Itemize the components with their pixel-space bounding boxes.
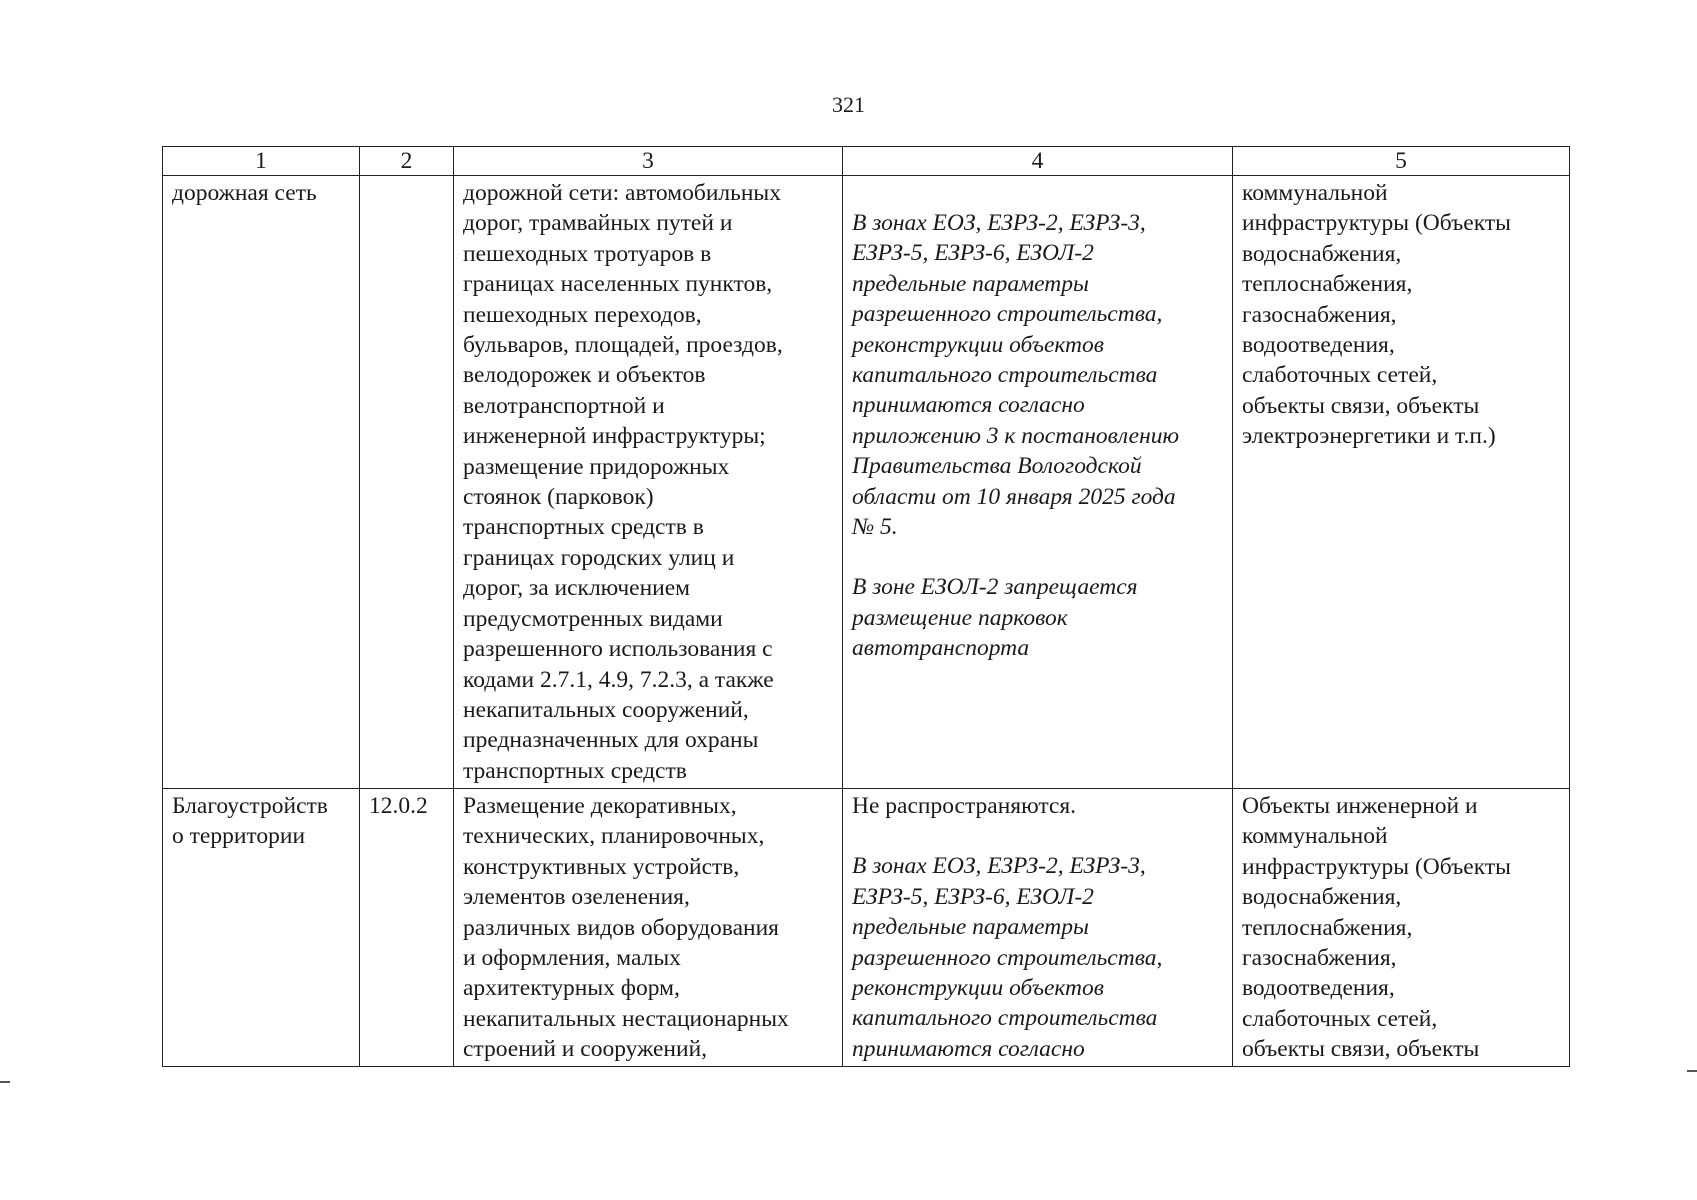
cell-use-name	[163, 176, 360, 789]
cell-use-code	[360, 789, 454, 1067]
parameters-spacer	[852, 542, 1223, 572]
cell-parameters	[843, 176, 1233, 789]
use-name-text: Благоустройств о территории	[172, 793, 328, 850]
cell-parameters	[843, 789, 1233, 1067]
use-description-text: Размещение декоративных, технических, планировочных, конструктивных устройств, элементов озеленения, различных видов оборудования и оформления, малых архитектурных форм, некапитальных нестационарных строений и сооружений,	[463, 793, 789, 1063]
column-header-5: 5	[1233, 147, 1570, 176]
auxiliary-uses-text: коммунальной инфраструктуры (Объекты водоснабжения, теплоснабжения, газоснабжения, водоотведения, слаботочных сетей, объекты связи, объекты электроэнергетики и т.п.)	[1242, 180, 1511, 450]
column-header-2: 2	[360, 147, 454, 176]
auxiliary-uses-text: Объекты инженерной и коммунальной инфраструктуры (Объекты водоснабжения, теплоснабжения, газоснабжения, водоотведения, слаботочных сетей, объекты связи, объекты	[1242, 793, 1511, 1063]
scan-edge-mark-left	[0, 1081, 10, 1083]
use-description-text: дорожной сети: автомобильных дорог, трамвайных путей и пешеходных тротуаров в границах населенных пунктов, пешеходных переходов, бульваров, площадей, проездов, велодорожек и объектов велотранспортной и инженерной инфраструктуры; размещение придорожных стоянок (парковок) транспортных средств в границах городских улиц и дорог, за исключением предусмотренных видами разрешенного использования с кодами 2.7.1, 4.9, 7.2.3, а также некапитальных сооружений, предназначенных для охраны транспортных средств	[463, 180, 783, 784]
column-header-1: 1	[163, 147, 360, 176]
regulations-table	[162, 146, 1570, 1067]
table-row	[163, 176, 1570, 789]
cell-use-description	[454, 176, 843, 789]
use-name-text: дорожная сеть	[172, 180, 317, 206]
parameters-restriction-text: В зоне ЕЗОЛ-2 запрещается размещение парковок автотранспорта	[852, 574, 1138, 662]
cell-use-name	[163, 789, 360, 1067]
parameters-spacer	[852, 821, 1223, 851]
cell-auxiliary-uses	[1233, 789, 1570, 1067]
column-header-3: 3	[454, 147, 843, 176]
table-row	[163, 789, 1570, 1067]
cell-use-code	[360, 176, 454, 789]
column-header-4: 4	[843, 147, 1233, 176]
cell-use-description	[454, 789, 843, 1067]
page-number: 321	[832, 92, 865, 117]
scan-edge-mark-right	[1687, 1070, 1697, 1072]
parameters-zones-text: В зонах ЕОЗ, ЕЗРЗ-2, ЕЗРЗ-3, ЕЗРЗ-5, ЕЗРЗ-6, ЕЗОЛ-2 предельные параметры разрешенного строительства, реконструкции объектов капитального строительства принимаются согласно	[852, 853, 1163, 1062]
parameters-zones-text: В зонах ЕОЗ, ЕЗРЗ-2, ЕЗРЗ-3, ЕЗРЗ-5, ЕЗРЗ-6, ЕЗОЛ-2 предельные параметры разрешенного строительства, реконструкции объектов капитального строительства принимаются согласно приложению 3 к постановлению Правительства Вологодской области от 10 января 2025 года № 5.	[852, 210, 1180, 541]
table-header-row	[163, 147, 1570, 176]
cell-auxiliary-uses	[1233, 176, 1570, 789]
parameters-not-applicable-text: Не распространяются.	[852, 793, 1077, 819]
parameters-blank-line	[852, 178, 1223, 208]
use-code-text: 12.0.2	[369, 793, 428, 819]
